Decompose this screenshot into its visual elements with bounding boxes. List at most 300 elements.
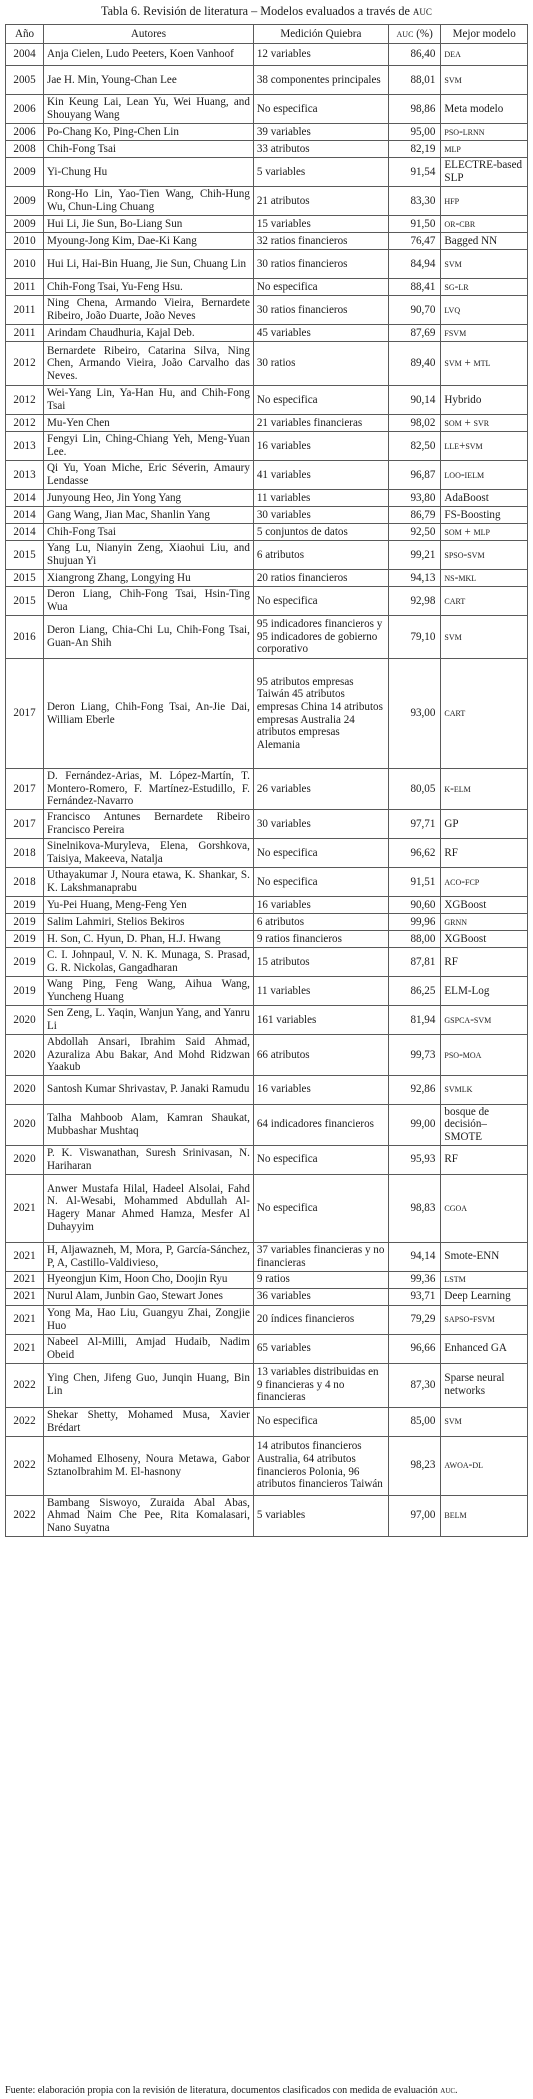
cell-authors: Deron Liang, Chih-Fong Tsai, Hsin-Ting Wua: [44, 587, 254, 616]
cell-year: 2011: [6, 296, 44, 325]
cell-score: 99,96: [388, 914, 440, 931]
cell-measure: No especifica: [253, 1174, 388, 1242]
table-row: [6, 325, 528, 342]
cell-authors: Myoung-Jong Kim, Dae-Ki Kang: [44, 233, 254, 250]
table-header: [6, 25, 528, 44]
cell-model: sapso-fsvm: [441, 1305, 528, 1334]
cell-model: fsvm: [441, 325, 528, 342]
table-row: [6, 386, 528, 415]
cell-score: 89,40: [388, 342, 440, 386]
cell-score: 92,86: [388, 1075, 440, 1104]
cell-year: 2009: [6, 158, 44, 187]
cell-measure: No especifica: [253, 386, 388, 415]
cell-score: 81,94: [388, 1006, 440, 1035]
table-row: [6, 415, 528, 432]
cell-measure: 11 variables: [253, 490, 388, 507]
cell-year: 2022: [6, 1363, 44, 1407]
cell-year: 2012: [6, 415, 44, 432]
table-row: [6, 124, 528, 141]
cell-year: 2021: [6, 1305, 44, 1334]
cell-authors: Rong-Ho Lin, Yao-Tien Wang, Chih-Hung Wu, Chun-Ling Chuang: [44, 187, 254, 216]
cell-year: 2020: [6, 1035, 44, 1076]
cell-score: 88,01: [388, 66, 440, 95]
cell-year: 2008: [6, 141, 44, 158]
cell-model: dea: [441, 44, 528, 66]
cell-score: 79,10: [388, 616, 440, 659]
cell-authors: Shekar Shetty, Mohamed Musa, Xavier Brédart: [44, 1407, 254, 1436]
cell-measure: 16 variables: [253, 432, 388, 461]
cell-measure: No especifica: [253, 95, 388, 124]
cell-authors: Deron Liang, Chih-Fong Tsai, An-Jie Dai, William Eberle: [44, 659, 254, 769]
cell-score: 97,00: [388, 1495, 440, 1536]
cell-score: 99,36: [388, 1271, 440, 1288]
cell-authors: Uthayakumar J, Noura etawa, K. Shankar, S. K. Lakshmanaprabu: [44, 868, 254, 897]
table-row: [6, 1436, 528, 1495]
cell-model: hfp: [441, 187, 528, 216]
cell-score: 95,93: [388, 1145, 440, 1174]
cell-measure: 20 índices financieros: [253, 1305, 388, 1334]
cell-measure: 6 atributos: [253, 541, 388, 570]
table-row: [6, 216, 528, 233]
table-row: [6, 44, 528, 66]
cell-score: 79,29: [388, 1305, 440, 1334]
cell-measure: 66 atributos: [253, 1035, 388, 1076]
table-row: [6, 95, 528, 124]
cell-model: lle+svm: [441, 432, 528, 461]
cell-score: 94,13: [388, 570, 440, 587]
cell-score: 93,71: [388, 1288, 440, 1305]
cell-score: 87,69: [388, 325, 440, 342]
table-row: [6, 66, 528, 95]
cell-measure: 21 variables financieras: [253, 415, 388, 432]
cell-score: 96,87: [388, 461, 440, 490]
cell-model: Meta modelo: [441, 95, 528, 124]
cell-authors: Junyoung Heo, Jin Yong Yang: [44, 490, 254, 507]
table-row: [6, 1035, 528, 1076]
cell-model: Deep Learning: [441, 1288, 528, 1305]
cell-measure: 161 variables: [253, 1006, 388, 1035]
table-row: [6, 769, 528, 810]
cell-model: RF: [441, 839, 528, 868]
cell-year: 2021: [6, 1271, 44, 1288]
source-metric: auc.: [440, 2085, 458, 2096]
table-row: [6, 1363, 528, 1407]
cell-score: 86,79: [388, 507, 440, 524]
cell-year: 2006: [6, 124, 44, 141]
cell-score: 84,94: [388, 250, 440, 279]
cell-measure: 5 variables: [253, 158, 388, 187]
cell-authors: Mu-Yen Chen: [44, 415, 254, 432]
cell-year: 2021: [6, 1174, 44, 1242]
header-year: Año: [6, 25, 44, 44]
table-row: [6, 868, 528, 897]
cell-authors: Xiangrong Zhang, Longying Hu: [44, 570, 254, 587]
cell-year: 2010: [6, 250, 44, 279]
table-row: [6, 1288, 528, 1305]
cell-score: 99,73: [388, 1035, 440, 1076]
header-authors: Autores: [44, 25, 254, 44]
cell-year: 2009: [6, 216, 44, 233]
cell-measure: 30 variables: [253, 810, 388, 839]
cell-measure: 30 ratios financieros: [253, 296, 388, 325]
cell-year: 2015: [6, 541, 44, 570]
cell-authors: Kin Keung Lai, Lean Yu, Wei Huang, and Shouyang Wang: [44, 95, 254, 124]
cell-year: 2013: [6, 432, 44, 461]
cell-measure: 33 atributos: [253, 141, 388, 158]
cell-year: 2015: [6, 587, 44, 616]
cell-measure: 30 ratios financieros: [253, 250, 388, 279]
cell-authors: Chih-Fong Tsai: [44, 524, 254, 541]
table-row: [6, 1334, 528, 1363]
cell-year: 2018: [6, 839, 44, 868]
cell-year: 2021: [6, 1334, 44, 1363]
cell-measure: 64 indicadores financieros: [253, 1104, 388, 1145]
table-row: [6, 1104, 528, 1145]
cell-year: 2020: [6, 1075, 44, 1104]
cell-measure: 5 variables: [253, 1495, 388, 1536]
cell-authors: Bernardete Ribeiro, Catarina Silva, Ning Chen, Armando Vieira, João Carvalho das Neves.: [44, 342, 254, 386]
cell-model: ns-mkl: [441, 570, 528, 587]
header-measure: Medición Quiebra: [253, 25, 388, 44]
cell-model: or-cbr: [441, 216, 528, 233]
cell-measure: No especifica: [253, 868, 388, 897]
cell-year: 2006: [6, 95, 44, 124]
cell-authors: Po-Chang Ko, Ping-Chen Lin: [44, 124, 254, 141]
cell-year: 2017: [6, 769, 44, 810]
cell-score: 93,00: [388, 659, 440, 769]
cell-model: svm: [441, 250, 528, 279]
table-row: [6, 541, 528, 570]
cell-measure: No especifica: [253, 279, 388, 296]
cell-year: 2012: [6, 342, 44, 386]
cell-score: 96,66: [388, 1334, 440, 1363]
cell-model: aco-fcp: [441, 868, 528, 897]
cell-year: 2019: [6, 914, 44, 931]
cell-measure: 37 variables financieras y no financieras: [253, 1242, 388, 1271]
cell-measure: 5 conjuntos de datos: [253, 524, 388, 541]
cell-authors: Talha Mahboob Alam, Kamran Shaukat, Mubbashar Mushtaq: [44, 1104, 254, 1145]
table-row: [6, 570, 528, 587]
cell-score: 80,05: [388, 769, 440, 810]
cell-score: 82,19: [388, 141, 440, 158]
cell-authors: Ying Chen, Jifeng Guo, Junqin Huang, Bin Lin: [44, 1363, 254, 1407]
table-row: [6, 1006, 528, 1035]
table-row: [6, 233, 528, 250]
cell-year: 2019: [6, 931, 44, 948]
table-row: [6, 948, 528, 977]
cell-model: svm: [441, 616, 528, 659]
cell-model: FS-Boosting: [441, 507, 528, 524]
cell-measure: 15 variables: [253, 216, 388, 233]
cell-measure: 45 variables: [253, 325, 388, 342]
table-caption: [0, 0, 533, 22]
cell-year: 2019: [6, 977, 44, 1006]
table-row: [6, 914, 528, 931]
cell-authors: Yong Ma, Hao Liu, Guangyu Zhai, Zongjie Huo: [44, 1305, 254, 1334]
cell-measure: 30 ratios: [253, 342, 388, 386]
cell-authors: Jae H. Min, Young-Chan Lee: [44, 66, 254, 95]
table-row: [6, 616, 528, 659]
table-row: [6, 507, 528, 524]
cell-year: 2019: [6, 897, 44, 914]
cell-authors: Gang Wang, Jian Mac, Shanlin Yang: [44, 507, 254, 524]
cell-score: 91,50: [388, 216, 440, 233]
cell-score: 91,54: [388, 158, 440, 187]
cell-measure: No especifica: [253, 587, 388, 616]
cell-score: 95,00: [388, 124, 440, 141]
cell-model: cart: [441, 659, 528, 769]
cell-year: 2014: [6, 507, 44, 524]
cell-model: mlp: [441, 141, 528, 158]
cell-model: Bagged NN: [441, 233, 528, 250]
cell-authors: Yi-Chung Hu: [44, 158, 254, 187]
cell-year: 2012: [6, 386, 44, 415]
cell-score: 86,40: [388, 44, 440, 66]
cell-year: 2020: [6, 1145, 44, 1174]
cell-score: 96,62: [388, 839, 440, 868]
cell-measure: 65 variables: [253, 1334, 388, 1363]
table-row: [6, 931, 528, 948]
cell-authors: Deron Liang, Chia-Chi Lu, Chih-Fong Tsai, Guan-An Shih: [44, 616, 254, 659]
header-row: [6, 25, 528, 44]
cell-model: ELECTRE-based SLP: [441, 158, 528, 187]
cell-score: 90,70: [388, 296, 440, 325]
table-row: [6, 342, 528, 386]
cell-model: XGBoost: [441, 897, 528, 914]
cell-authors: Santosh Kumar Shrivastav, P. Janaki Ramudu: [44, 1075, 254, 1104]
cell-authors: P. K. Viswanathan, Suresh Srinivasan, N. Hariharan: [44, 1145, 254, 1174]
cell-authors: Hyeongjun Kim, Hoon Cho, Doojin Ryu: [44, 1271, 254, 1288]
cell-model: pso-lrnn: [441, 124, 528, 141]
cell-year: 2009: [6, 187, 44, 216]
caption-label: Tabla 6. Revisión de literatura – Modelos evaluados a través de: [101, 4, 410, 18]
cell-authors: Abdollah Ansari, Ibrahim Said Ahmad, Azuraliza Abu Bakar, And Mohd Ridzwan Yaakub: [44, 1035, 254, 1076]
cell-score: 88,41: [388, 279, 440, 296]
cell-model: loo-ielm: [441, 461, 528, 490]
cell-score: 92,50: [388, 524, 440, 541]
cell-year: 2016: [6, 616, 44, 659]
cell-model: GP: [441, 810, 528, 839]
cell-score: 94,14: [388, 1242, 440, 1271]
cell-measure: 11 variables: [253, 977, 388, 1006]
cell-year: 2017: [6, 659, 44, 769]
cell-year: 2022: [6, 1407, 44, 1436]
cell-measure: No especifica: [253, 1407, 388, 1436]
cell-score: 90,14: [388, 386, 440, 415]
table-row: [6, 1174, 528, 1242]
cell-year: 2011: [6, 279, 44, 296]
cell-authors: Hui Li, Hai-Bin Huang, Jie Sun, Chuang Lin: [44, 250, 254, 279]
cell-model: svm + mtl: [441, 342, 528, 386]
cell-score: 93,80: [388, 490, 440, 507]
cell-model: Hybrido: [441, 386, 528, 415]
cell-year: 2021: [6, 1242, 44, 1271]
cell-model: svm: [441, 1407, 528, 1436]
table-row: [6, 1145, 528, 1174]
cell-measure: 30 variables: [253, 507, 388, 524]
table-row: [6, 1495, 528, 1536]
cell-score: 92,98: [388, 587, 440, 616]
cell-model: Sparse neural networks: [441, 1363, 528, 1407]
cell-authors: Yu-Pei Huang, Meng-Feng Yen: [44, 897, 254, 914]
cell-measure: 21 atributos: [253, 187, 388, 216]
cell-year: 2020: [6, 1006, 44, 1035]
cell-year: 2018: [6, 868, 44, 897]
cell-score: 98,02: [388, 415, 440, 432]
source-note: [5, 2085, 530, 2097]
cell-measure: 20 ratios financieros: [253, 570, 388, 587]
cell-measure: 15 atributos: [253, 948, 388, 977]
cell-authors: Wang Ping, Feng Wang, Aihua Wang, Yuncheng Huang: [44, 977, 254, 1006]
cell-model: spso-svm: [441, 541, 528, 570]
cell-model: k-elm: [441, 769, 528, 810]
cell-authors: D. Fernández-Arias, M. López-Martín, T. Montero-Romero, F. Martínez-Estudillo, F. Fernández-Navarro: [44, 769, 254, 810]
table-row: [6, 1242, 528, 1271]
cell-score: 90,60: [388, 897, 440, 914]
cell-measure: 95 indicadores financieros y 95 indicadores de gobierno corporativo: [253, 616, 388, 659]
cell-score: 83,30: [388, 187, 440, 216]
cell-model: Smote-ENN: [441, 1242, 528, 1271]
cell-measure: 32 ratios financieros: [253, 233, 388, 250]
table-row: [6, 187, 528, 216]
table-row: [6, 432, 528, 461]
table-row: [6, 1075, 528, 1104]
cell-score: 85,00: [388, 1407, 440, 1436]
cell-model: sg-lr: [441, 279, 528, 296]
source-label: Fuente: elaboración propia con la revisión de literatura, documentos clasificados con medida de evaluación: [5, 2085, 438, 2096]
cell-model: grnn: [441, 914, 528, 931]
cell-year: 2019: [6, 948, 44, 977]
cell-measure: 41 variables: [253, 461, 388, 490]
cell-score: 99,00: [388, 1104, 440, 1145]
cell-year: 2022: [6, 1495, 44, 1536]
cell-measure: 14 atributos financieros Australia, 64 atributos financieros Polonia, 96 atributos financieros Taiwán: [253, 1436, 388, 1495]
cell-year: 2014: [6, 524, 44, 541]
cell-authors: Chih-Fong Tsai, Yu-Feng Hsu.: [44, 279, 254, 296]
cell-score: 82,50: [388, 432, 440, 461]
table-row: [6, 977, 528, 1006]
cell-model: cgoa: [441, 1174, 528, 1242]
cell-model: svmlk: [441, 1075, 528, 1104]
cell-authors: Ning Chena, Armando Vieira, Bernardete Ribeiro, João Duarte, João Neves: [44, 296, 254, 325]
cell-model: svm: [441, 66, 528, 95]
cell-year: 2020: [6, 1104, 44, 1145]
cell-year: 2010: [6, 233, 44, 250]
table-row: [6, 1271, 528, 1288]
cell-year: 2005: [6, 66, 44, 95]
cell-authors: Mohamed Elhoseny, Noura Metawa, Gabor SztanoIbrahim M. El-hasnony: [44, 1436, 254, 1495]
cell-model: som + svr: [441, 415, 528, 432]
cell-measure: 38 componentes principales: [253, 66, 388, 95]
cell-model: RF: [441, 948, 528, 977]
cell-authors: H, Aljawazneh, M, Mora, P, García-Sánchez, P, A, Castillo-Valdivieso,: [44, 1242, 254, 1271]
cell-score: 98,23: [388, 1436, 440, 1495]
cell-measure: No especifica: [253, 1145, 388, 1174]
cell-score: 98,86: [388, 95, 440, 124]
cell-score: 87,81: [388, 948, 440, 977]
cell-model: XGBoost: [441, 931, 528, 948]
table-row: [6, 659, 528, 769]
cell-authors: Nabeel Al-Milli, Amjad Hudaib, Nadim Obeid: [44, 1334, 254, 1363]
cell-year: 2004: [6, 44, 44, 66]
cell-model: pso-moa: [441, 1035, 528, 1076]
cell-measure: 16 variables: [253, 1075, 388, 1104]
cell-authors: C. I. Johnpaul, V. N. K. Munaga, S. Prasad, G. R. Nickolas, Gangadharan: [44, 948, 254, 977]
cell-measure: 16 variables: [253, 897, 388, 914]
cell-authors: Qi Yu, Yoan Miche, Eric Séverin, Amaury Lendasse: [44, 461, 254, 490]
cell-authors: Francisco Antunes Bernardete Ribeiro Francisco Pereira: [44, 810, 254, 839]
table-row: [6, 839, 528, 868]
cell-measure: 26 variables: [253, 769, 388, 810]
cell-year: 2017: [6, 810, 44, 839]
table-row: [6, 1305, 528, 1334]
header-score: auc (%): [388, 25, 440, 44]
cell-authors: Anja Cielen, Ludo Peeters, Koen Vanhoof: [44, 44, 254, 66]
cell-year: 2013: [6, 461, 44, 490]
cell-model: Enhanced GA: [441, 1334, 528, 1363]
table-body: [6, 44, 528, 1537]
cell-model: AdaBoost: [441, 490, 528, 507]
cell-measure: 95 atributos empresas Taiwán 45 atributos empresas China 14 atributos empresas Australia 24 atributos empresas Alemania: [253, 659, 388, 769]
cell-authors: Salim Lahmiri, Stelios Bekiros: [44, 914, 254, 931]
table-row: [6, 1407, 528, 1436]
cell-score: 86,25: [388, 977, 440, 1006]
table-row: [6, 810, 528, 839]
caption-metric: auc: [412, 4, 432, 18]
cell-measure: 9 ratios: [253, 1271, 388, 1288]
cell-measure: No especifica: [253, 839, 388, 868]
table-row: [6, 490, 528, 507]
table-row: [6, 250, 528, 279]
literature-review-table: [5, 24, 528, 1537]
cell-year: 2015: [6, 570, 44, 587]
cell-model: belm: [441, 1495, 528, 1536]
cell-authors: H. Son, C. Hyun, D. Phan, H.J. Hwang: [44, 931, 254, 948]
table-row: [6, 524, 528, 541]
table-row: [6, 587, 528, 616]
cell-measure: 9 ratios financieros: [253, 931, 388, 948]
cell-year: 2011: [6, 325, 44, 342]
cell-model: som + mlp: [441, 524, 528, 541]
cell-score: 76,47: [388, 233, 440, 250]
cell-model: lvq: [441, 296, 528, 325]
cell-authors: Sinelnikova-Muryleva, Elena, Gorshkova, Taisiya, Makeeva, Natalja: [44, 839, 254, 868]
cell-score: 99,21: [388, 541, 440, 570]
table-row: [6, 296, 528, 325]
cell-authors: Bambang Siswoyo, Zuraida Abal Abas, Ahmad Naim Che Pee, Rita Komalasari, Nano Suyatna: [44, 1495, 254, 1536]
cell-year: 2021: [6, 1288, 44, 1305]
cell-model: ELM-Log: [441, 977, 528, 1006]
cell-year: 2014: [6, 490, 44, 507]
cell-score: 87,30: [388, 1363, 440, 1407]
cell-score: 88,00: [388, 931, 440, 948]
cell-authors: Sen Zeng, L. Yaqin, Wanjun Yang, and Yanru Li: [44, 1006, 254, 1035]
cell-authors: Anwer Mustafa Hilal, Hadeel Alsolai, Fahd N. Al-Wesabi, Mohammed Abdullah Al-Hagery Manar Ahmed Hamza, Mesfer Al Duhayyim: [44, 1174, 254, 1242]
cell-measure: 6 atributos: [253, 914, 388, 931]
cell-authors: Nurul Alam, Junbin Gao, Stewart Jones: [44, 1288, 254, 1305]
cell-model: cart: [441, 587, 528, 616]
header-model: Mejor modelo: [441, 25, 528, 44]
table-row: [6, 461, 528, 490]
cell-score: 97,71: [388, 810, 440, 839]
cell-model: lstm: [441, 1271, 528, 1288]
cell-authors: Wei-Yang Lin, Ya-Han Hu, and Chih-Fong Tsai: [44, 386, 254, 415]
cell-authors: Chih-Fong Tsai: [44, 141, 254, 158]
table-row: [6, 141, 528, 158]
cell-model: awoa-dl: [441, 1436, 528, 1495]
cell-measure: 36 variables: [253, 1288, 388, 1305]
table-row: [6, 279, 528, 296]
